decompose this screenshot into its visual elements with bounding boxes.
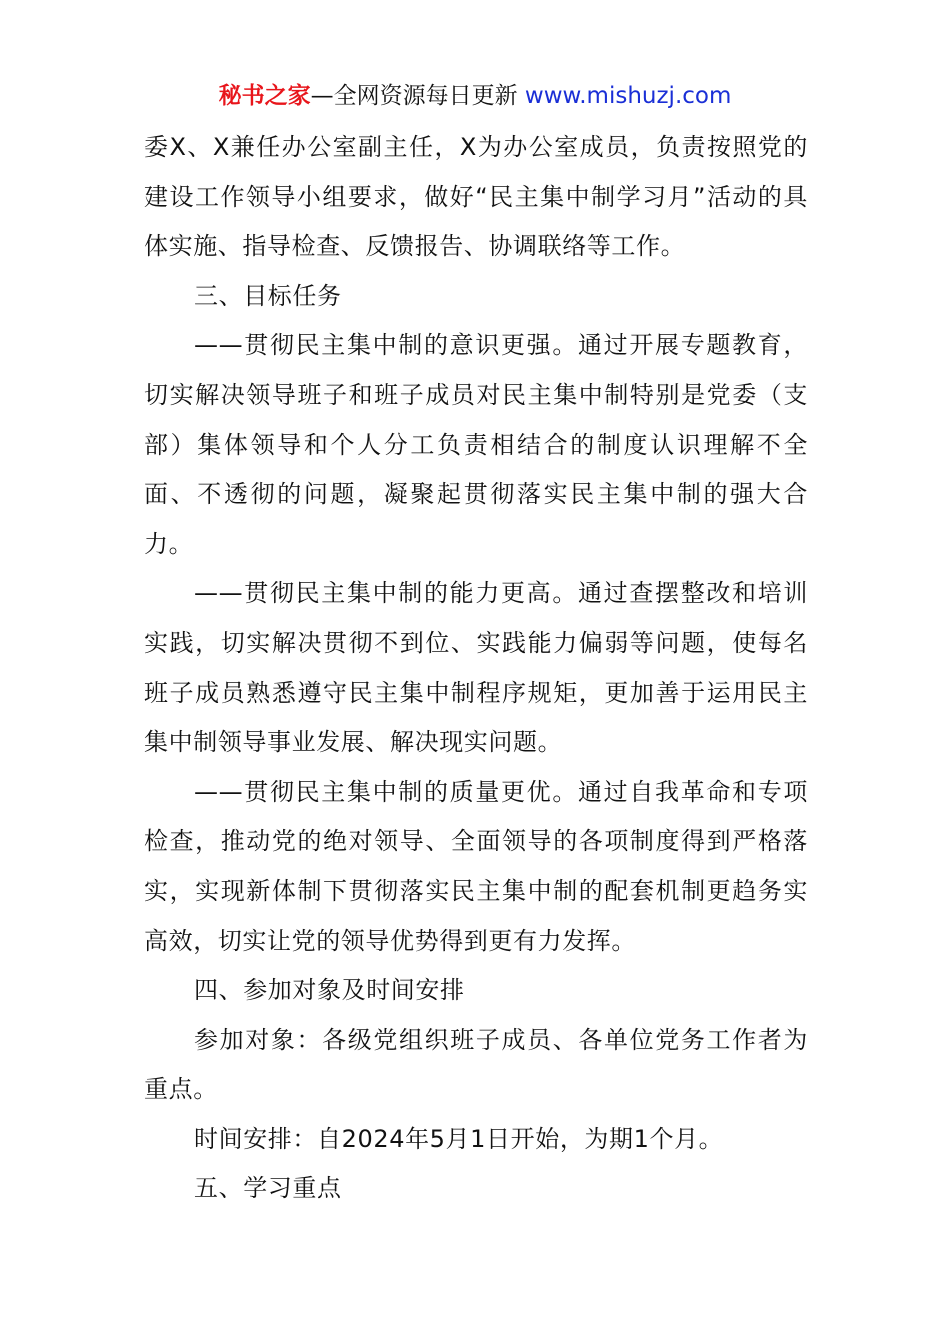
section-heading-goals: 三、目标任务 [194,281,342,310]
paragraph-goal-ability: ——贯彻民主集中制的能力更高。通过查摆整改和培训实践，切实解决贯彻不到位、实践能力偏弱等问题，使每名班子成员熟悉遵守民主集中制程序规矩，更加善于运用民主集中制领导事业发展、解决现实问题。 [144,579,808,757]
site-tagline: —全网资源每日更新 [310,83,518,109]
site-header [0,80,950,112]
paragraph-goal-awareness: ——贯彻民主集中制的意识更强。通过开展专题教育，切实解决领导班子和班子成员对民主集中制特别是党委（支部）集体领导和个人分工负责相结合的制度认识理解不全面、不透彻的问题，凝聚起贯彻落实民主集中制的强大合力。 [144,331,808,558]
paragraph-goal-quality: ——贯彻民主集中制的质量更优。通过自我革命和专项检查，推动党的绝对领导、全面领导的各项制度得到严格落实，实现新体制下贯彻落实民主集中制的配套机制更趋务实高效，切实让党的领导优势得到更有力发挥。 [144,777,808,955]
section-heading-study-focus: 五、学习重点 [194,1174,342,1203]
paragraph-schedule: 时间安排：自2024年5月1日开始，为期1个月。 [194,1124,724,1153]
site-brand: 秘书之家 [218,83,311,109]
paragraph-office-duties: 委X、X兼任办公室副主任，X为办公室成员，负责按照党的建设工作领导小组要求，做好“民主集中制学习月”活动的具体实施、指导检查、反馈报告、协调联络等工作。 [144,133,808,261]
section-heading-participants-schedule: 四、参加对象及时间安排 [194,976,465,1005]
site-url-link[interactable]: www.mishuzj.com [524,83,732,109]
paragraph-participants: 参加对象：各级党组织班子成员、各单位党务工作者为重点。 [144,1025,808,1104]
document-body [144,123,808,1214]
